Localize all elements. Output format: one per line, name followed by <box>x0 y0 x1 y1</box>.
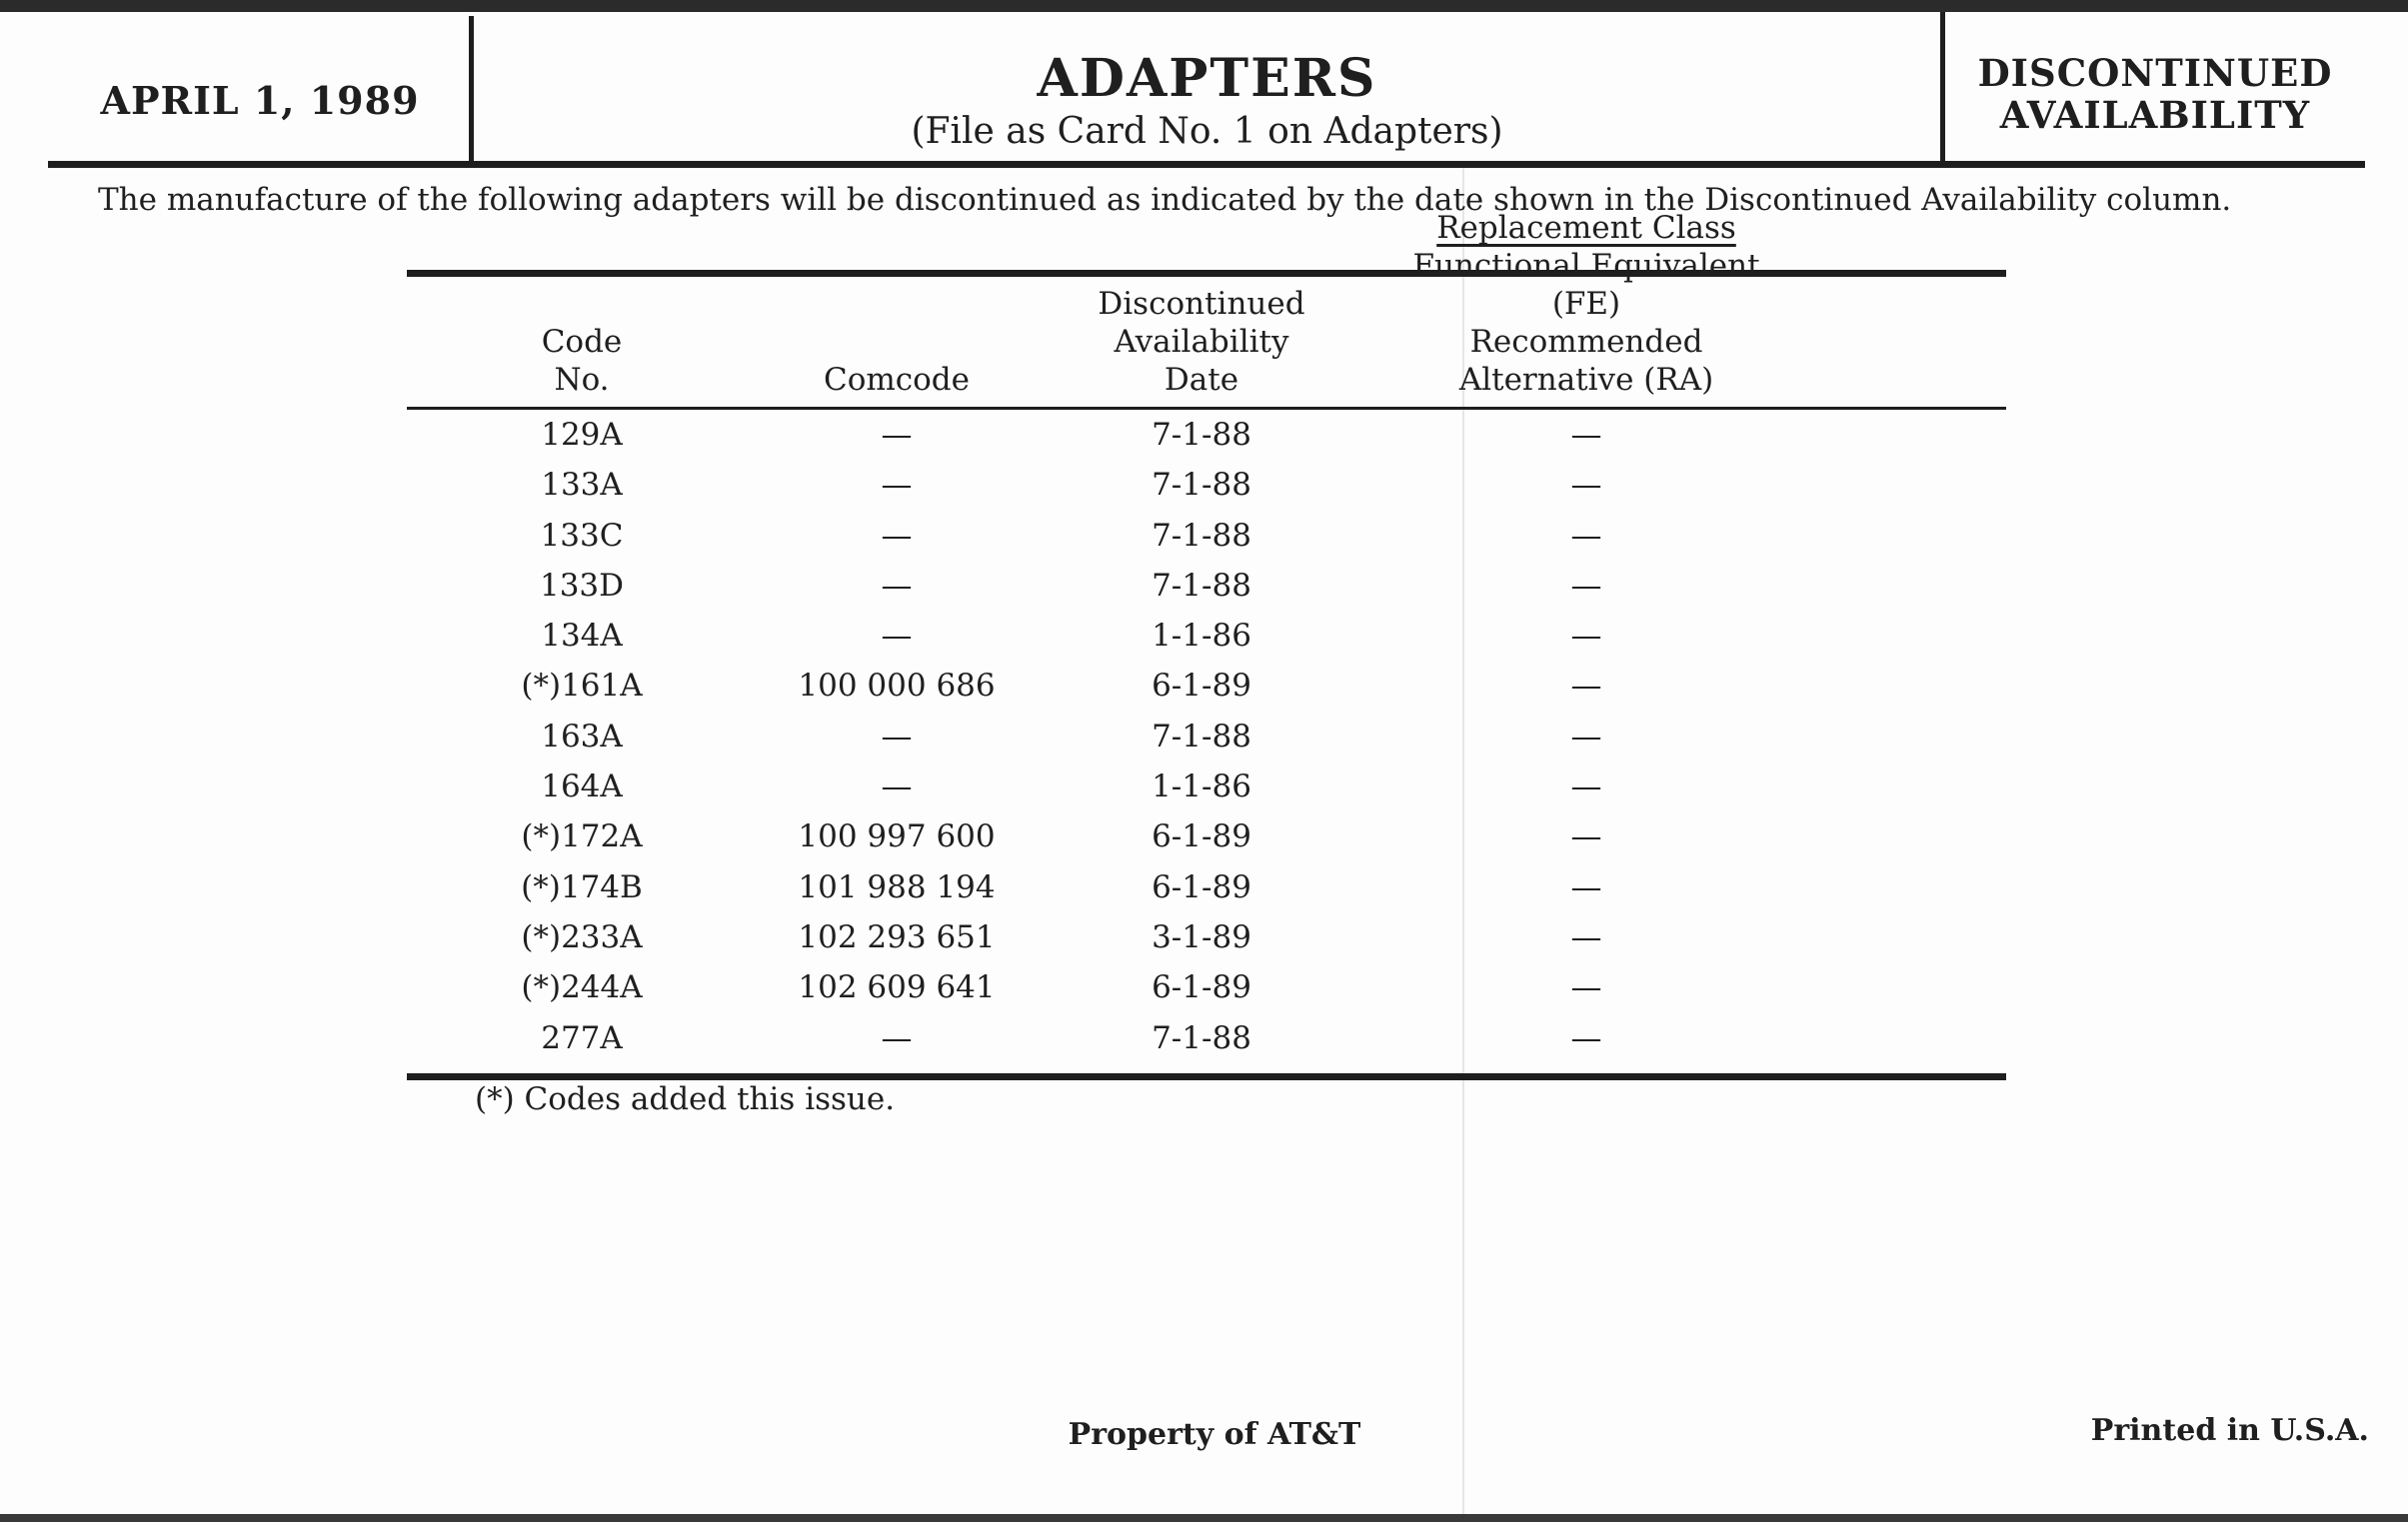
cell-date: 1-1-86 <box>1152 618 1251 655</box>
table-row <box>407 811 2006 861</box>
cell-replacement: — <box>1570 918 1602 955</box>
page-title: ADAPTERS <box>1037 48 1377 109</box>
cell-replacement: — <box>1570 417 1602 453</box>
cell-comcode: — <box>881 768 913 805</box>
table-row <box>407 511 2006 561</box>
cell-replacement: — <box>1570 718 1602 755</box>
cell-comcode: — <box>881 1019 913 1056</box>
cell-comcode: — <box>881 618 913 655</box>
table-row <box>407 611 2006 661</box>
table-row <box>407 410 2006 460</box>
table-row <box>407 912 2006 962</box>
header-title-block <box>474 48 1940 154</box>
cell-code: 277A <box>541 1019 623 1056</box>
cell-date: 6-1-89 <box>1152 818 1251 855</box>
cell-comcode: 102 293 651 <box>798 918 996 955</box>
cell-date: 7-1-88 <box>1152 467 1251 504</box>
header-date-line-1: Discontinued <box>1098 286 1305 322</box>
cell-code: 163A <box>541 718 623 755</box>
cell-comcode: 100 997 600 <box>798 818 996 855</box>
cell-code: 133A <box>541 467 623 504</box>
cell-code: 164A <box>541 768 623 805</box>
cell-date: 6-1-89 <box>1152 969 1251 1006</box>
cell-code: 134A <box>541 618 623 655</box>
table-row <box>407 962 2006 1012</box>
header-date-line-3: Date <box>1164 362 1239 398</box>
cell-replacement: — <box>1570 567 1602 604</box>
cell-comcode: 101 988 194 <box>798 868 996 905</box>
cell-comcode: 100 000 686 <box>798 668 996 705</box>
status-label <box>1945 52 2365 136</box>
cell-replacement: — <box>1570 467 1602 504</box>
cell-code: (*)174B <box>521 868 643 905</box>
cell-comcode: — <box>881 417 913 453</box>
cell-code: 129A <box>541 417 623 453</box>
footer-printed: Printed in U.S.A. <box>2090 1413 2369 1448</box>
table-row <box>407 1013 2006 1063</box>
header-comcode <box>767 361 1027 399</box>
adapters-table <box>407 210 2006 1080</box>
cell-replacement: — <box>1570 818 1602 855</box>
cell-code: 133C <box>540 517 624 554</box>
header-rule <box>48 161 2365 168</box>
header-code-no <box>457 323 707 399</box>
cell-comcode: — <box>881 467 913 504</box>
header-repl-line-2: Functional Equivalent (FE) <box>1412 248 1760 322</box>
cell-date: 6-1-89 <box>1152 868 1251 905</box>
header-code-line-1: Code <box>541 324 623 360</box>
issue-date: APRIL 1, 1989 <box>100 78 420 123</box>
cell-code: 133D <box>539 567 625 604</box>
cell-replacement: — <box>1570 517 1602 554</box>
table-row <box>407 862 2006 912</box>
intro-paragraph: The manufacture of the following adapters will be discontinued as indicated by the date shown in the Discontinued Availability column. <box>98 182 2232 218</box>
table-row <box>407 561 2006 611</box>
page-subtitle: (File as Card No. 1 on Adapters) <box>911 111 1503 152</box>
bottom-border <box>0 1514 2408 1522</box>
cell-code: (*)172A <box>521 818 643 855</box>
cell-replacement: — <box>1570 868 1602 905</box>
status-line-1: DISCONTINUED <box>1977 51 2333 95</box>
cell-date: 1-1-86 <box>1152 768 1251 805</box>
status-line-2: AVAILABILITY <box>1999 93 2311 137</box>
cell-code: (*)244A <box>521 969 643 1006</box>
cell-date: 7-1-88 <box>1152 517 1251 554</box>
cell-replacement: — <box>1570 969 1602 1006</box>
cell-code: (*)161A <box>521 668 643 705</box>
table-footnote: (*) Codes added this issue. <box>475 1081 896 1117</box>
header-discontinued-date <box>1017 285 1386 399</box>
cell-date: 7-1-88 <box>1152 718 1251 755</box>
cell-date: 6-1-89 <box>1152 668 1251 705</box>
cell-date: 7-1-88 <box>1152 417 1251 453</box>
cell-replacement: — <box>1570 768 1602 805</box>
cell-replacement: — <box>1570 1019 1602 1056</box>
footer-property: Property of AT&T <box>1068 1417 1361 1452</box>
cell-comcode: — <box>881 517 913 554</box>
cell-replacement: — <box>1570 618 1602 655</box>
table-row <box>407 761 2006 811</box>
cell-comcode: — <box>881 567 913 604</box>
table-row <box>407 661 2006 711</box>
cell-replacement: — <box>1570 668 1602 705</box>
cell-date: 7-1-88 <box>1152 1019 1251 1056</box>
header-code-line-2: No. <box>554 362 610 398</box>
header-date-line-2: Availability <box>1114 324 1289 360</box>
header-repl-line-3: Recommended Alternative (RA) <box>1458 324 1714 398</box>
table-body <box>407 410 2006 1063</box>
table-header-row <box>407 210 2006 407</box>
table-row <box>407 712 2006 761</box>
cell-date: 7-1-88 <box>1152 567 1251 604</box>
table-row <box>407 460 2006 510</box>
cell-code: (*)233A <box>521 918 643 955</box>
header-replacement-class <box>1386 209 1786 399</box>
cell-date: 3-1-89 <box>1152 918 1251 955</box>
header-comcode-label: Comcode <box>824 362 970 398</box>
header-repl-line-1: Replacement Class <box>1436 210 1736 246</box>
cell-comcode: — <box>881 718 913 755</box>
top-border <box>0 0 2408 12</box>
cell-comcode: 102 609 641 <box>798 969 996 1006</box>
